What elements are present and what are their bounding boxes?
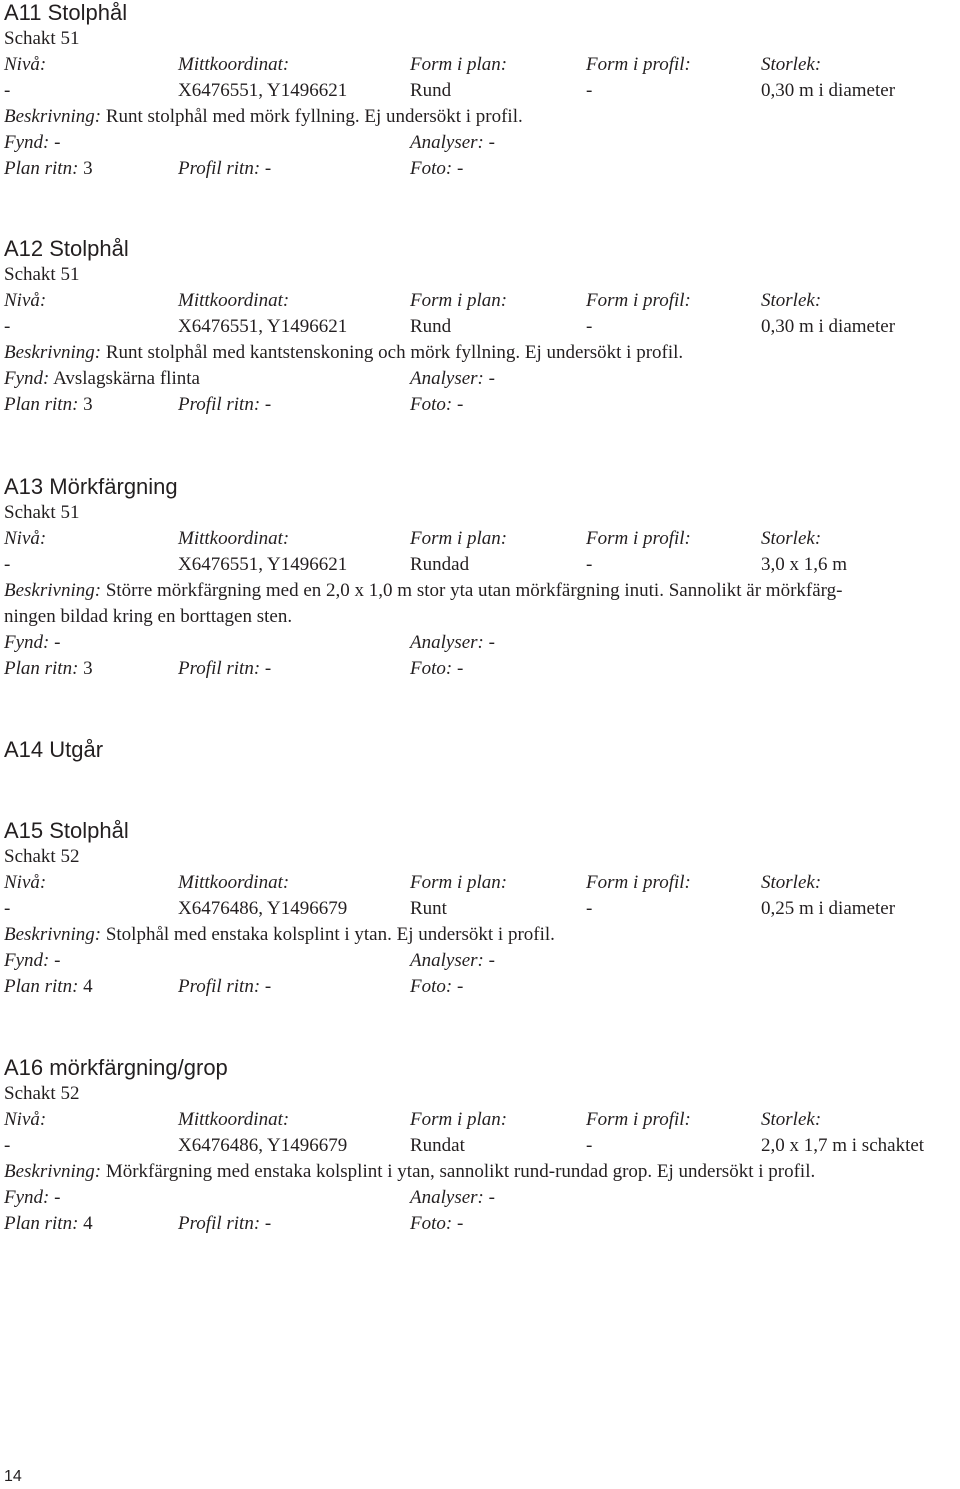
foto-value: -	[456, 158, 464, 179]
feature-entry-a13	[4, 474, 954, 682]
field-header-row	[4, 526, 954, 552]
form-plan-label: Form i plan:	[410, 54, 508, 75]
form-plan-value: Rund	[410, 80, 452, 101]
storlek-label: Storlek:	[761, 290, 822, 311]
form-plan-value: Rund	[410, 316, 452, 337]
schakt-label: Schakt 51	[4, 28, 80, 49]
storlek-label: Storlek:	[761, 872, 822, 893]
form-profil-label: Form i profil:	[586, 528, 691, 549]
storlek-label: Storlek:	[761, 528, 822, 549]
fynd-row	[4, 948, 954, 974]
analyser-value: -	[488, 368, 495, 389]
field-value-row	[4, 314, 954, 340]
profil-ritn-value: -	[264, 158, 272, 179]
analyser-label: Analyser:	[410, 632, 484, 653]
fynd-value: Avslagskärna flinta	[53, 368, 200, 389]
beskrivning-row	[4, 1159, 954, 1185]
page-number: 14	[4, 1468, 22, 1485]
beskrivning-value-continued: ningen bildad kring en borttagen sten.	[4, 606, 293, 627]
plan-ritn-label: Plan ritn:	[4, 976, 79, 997]
profil-ritn-value: -	[264, 394, 272, 415]
niva-label: Nivå:	[4, 872, 47, 893]
plan-ritn-label: Plan ritn:	[4, 1213, 79, 1234]
field-header-row	[4, 288, 954, 314]
analyser-value: -	[488, 132, 495, 153]
analyser-label: Analyser:	[410, 1187, 484, 1208]
profil-ritn-label: Profil ritn:	[178, 658, 261, 679]
schakt-label: Schakt 52	[4, 1083, 80, 1104]
fynd-value: -	[54, 1187, 61, 1208]
niva-value: -	[4, 898, 11, 919]
fynd-value: -	[54, 950, 61, 971]
form-profil-value: -	[586, 554, 593, 575]
foto-value: -	[456, 976, 464, 997]
form-profil-value: -	[586, 1135, 593, 1156]
mittkoordinat-label: Mittkoordinat:	[178, 54, 290, 75]
beskrivning-value: Runt stolphål med kantstenskoning och mörk fyllning. Ej undersökt i profil.	[105, 342, 684, 363]
mittkoordinat-value: X6476551, Y1496621	[178, 316, 348, 337]
analyser-value: -	[488, 1187, 495, 1208]
foto-label: Foto:	[410, 976, 453, 997]
form-plan-value: Rundad	[410, 554, 470, 575]
feature-heading: A13 Mörkfärgning	[4, 474, 178, 499]
analyser-label: Analyser:	[410, 132, 484, 153]
beskrivning-row-continued	[4, 604, 954, 630]
form-plan-value: Rundat	[410, 1135, 465, 1156]
profil-ritn-label: Profil ritn:	[178, 1213, 261, 1234]
form-plan-label: Form i plan:	[410, 528, 508, 549]
niva-value: -	[4, 80, 11, 101]
beskrivning-row	[4, 104, 954, 130]
storlek-value: 0,30 m i diameter	[761, 80, 896, 101]
fynd-value: -	[54, 632, 61, 653]
fynd-label: Fynd:	[4, 632, 50, 653]
feature-entry-a14	[4, 737, 954, 763]
fynd-label: Fynd:	[4, 950, 50, 971]
storlek-value: 2,0 x 1,7 m i schaktet	[761, 1135, 925, 1156]
beskrivning-label: Beskrivning:	[4, 924, 102, 945]
form-plan-value: Runt	[410, 898, 447, 919]
beskrivning-label: Beskrivning:	[4, 106, 102, 127]
profil-ritn-label: Profil ritn:	[178, 976, 261, 997]
field-value-row	[4, 552, 954, 578]
schakt-label: Schakt 51	[4, 264, 80, 285]
form-profil-value: -	[586, 898, 593, 919]
foto-label: Foto:	[410, 1213, 453, 1234]
foto-label: Foto:	[410, 658, 453, 679]
feature-heading: A16 mörkfärgning/grop	[4, 1055, 228, 1080]
profil-ritn-value: -	[264, 976, 272, 997]
ritning-row	[4, 392, 954, 418]
plan-ritn-value: 4	[83, 1213, 93, 1234]
beskrivning-value: Större mörkfärgning med en 2,0 x 1,0 m stor yta utan mörkfärgning inuti. Sannolikt är mörkfärg-	[105, 580, 843, 601]
field-header-row	[4, 1107, 954, 1133]
fynd-value: -	[54, 132, 61, 153]
niva-value: -	[4, 1135, 11, 1156]
storlek-value: 3,0 x 1,6 m	[761, 554, 848, 575]
feature-heading: A14 Utgår	[4, 737, 104, 762]
niva-value: -	[4, 316, 11, 337]
plan-ritn-label: Plan ritn:	[4, 158, 79, 179]
plan-ritn-label: Plan ritn:	[4, 658, 79, 679]
field-header-row	[4, 870, 954, 896]
form-plan-label: Form i plan:	[410, 1109, 508, 1130]
plan-ritn-label: Plan ritn:	[4, 394, 79, 415]
feature-entry-a16	[4, 1055, 954, 1237]
beskrivning-row	[4, 922, 954, 948]
feature-heading: A11 Stolphål	[4, 0, 128, 25]
schakt-label: Schakt 51	[4, 502, 80, 523]
ritning-row	[4, 156, 954, 182]
plan-ritn-value: 3	[83, 394, 93, 415]
schakt-label: Schakt 52	[4, 846, 80, 867]
mittkoordinat-value: X6476486, Y1496679	[178, 898, 348, 919]
mittkoordinat-label: Mittkoordinat:	[178, 1109, 290, 1130]
storlek-label: Storlek:	[761, 1109, 822, 1130]
niva-label: Nivå:	[4, 528, 47, 549]
plan-ritn-value: 4	[83, 976, 93, 997]
profil-ritn-value: -	[264, 658, 272, 679]
fynd-label: Fynd:	[4, 368, 50, 389]
field-value-row	[4, 896, 954, 922]
form-profil-label: Form i profil:	[586, 54, 691, 75]
mittkoordinat-label: Mittkoordinat:	[178, 290, 290, 311]
plan-ritn-value: 3	[83, 158, 93, 179]
fynd-row	[4, 630, 954, 656]
storlek-value: 0,30 m i diameter	[761, 316, 896, 337]
analyser-value: -	[488, 632, 495, 653]
form-profil-label: Form i profil:	[586, 872, 691, 893]
form-profil-value: -	[586, 80, 593, 101]
form-profil-value: -	[586, 316, 593, 337]
beskrivning-label: Beskrivning:	[4, 1161, 102, 1182]
profil-ritn-label: Profil ritn:	[178, 394, 261, 415]
analyser-value: -	[488, 950, 495, 971]
analyser-label: Analyser:	[410, 950, 484, 971]
field-value-row	[4, 1133, 954, 1159]
ritning-row	[4, 656, 954, 682]
storlek-label: Storlek:	[761, 54, 822, 75]
foto-label: Foto:	[410, 158, 453, 179]
fynd-row	[4, 1185, 954, 1211]
niva-label: Nivå:	[4, 54, 47, 75]
field-header-row	[4, 52, 954, 78]
foto-value: -	[456, 658, 464, 679]
beskrivning-value: Stolphål med enstaka kolsplint i ytan. Ej undersökt i profil.	[105, 924, 555, 945]
fynd-label: Fynd:	[4, 132, 50, 153]
beskrivning-value: Mörkfärgning med enstaka kolsplint i ytan, sannolikt rund-rundad grop. Ej undersökt i profil.	[105, 1161, 816, 1182]
beskrivning-label: Beskrivning:	[4, 580, 102, 601]
profil-ritn-value: -	[264, 1213, 272, 1234]
form-plan-label: Form i plan:	[410, 872, 508, 893]
analyser-label: Analyser:	[410, 368, 484, 389]
niva-label: Nivå:	[4, 290, 47, 311]
form-profil-label: Form i profil:	[586, 1109, 691, 1130]
foto-label: Foto:	[410, 394, 453, 415]
storlek-value: 0,25 m i diameter	[761, 898, 896, 919]
beskrivning-value: Runt stolphål med mörk fyllning. Ej undersökt i profil.	[105, 106, 523, 127]
feature-heading: A12 Stolphål	[4, 236, 129, 261]
foto-value: -	[456, 394, 464, 415]
ritning-row	[4, 1211, 954, 1237]
fynd-row	[4, 130, 954, 156]
beskrivning-label: Beskrivning:	[4, 342, 102, 363]
form-profil-label: Form i profil:	[586, 290, 691, 311]
mittkoordinat-value: X6476551, Y1496621	[178, 80, 348, 101]
beskrivning-row	[4, 340, 954, 366]
foto-value: -	[456, 1213, 464, 1234]
beskrivning-row	[4, 578, 954, 604]
mittkoordinat-value: X6476486, Y1496679	[178, 1135, 348, 1156]
niva-value: -	[4, 554, 11, 575]
profil-ritn-label: Profil ritn:	[178, 158, 261, 179]
field-value-row	[4, 78, 954, 104]
ritning-row	[4, 974, 954, 1000]
fynd-row	[4, 366, 954, 392]
mittkoordinat-label: Mittkoordinat:	[178, 872, 290, 893]
fynd-label: Fynd:	[4, 1187, 50, 1208]
mittkoordinat-label: Mittkoordinat:	[178, 528, 290, 549]
mittkoordinat-value: X6476551, Y1496621	[178, 554, 348, 575]
feature-entry-a11	[4, 0, 954, 182]
form-plan-label: Form i plan:	[410, 290, 508, 311]
feature-heading: A15 Stolphål	[4, 818, 129, 843]
feature-entry-a15	[4, 818, 954, 1000]
plan-ritn-value: 3	[83, 658, 93, 679]
feature-entry-a12	[4, 236, 954, 418]
niva-label: Nivå:	[4, 1109, 47, 1130]
